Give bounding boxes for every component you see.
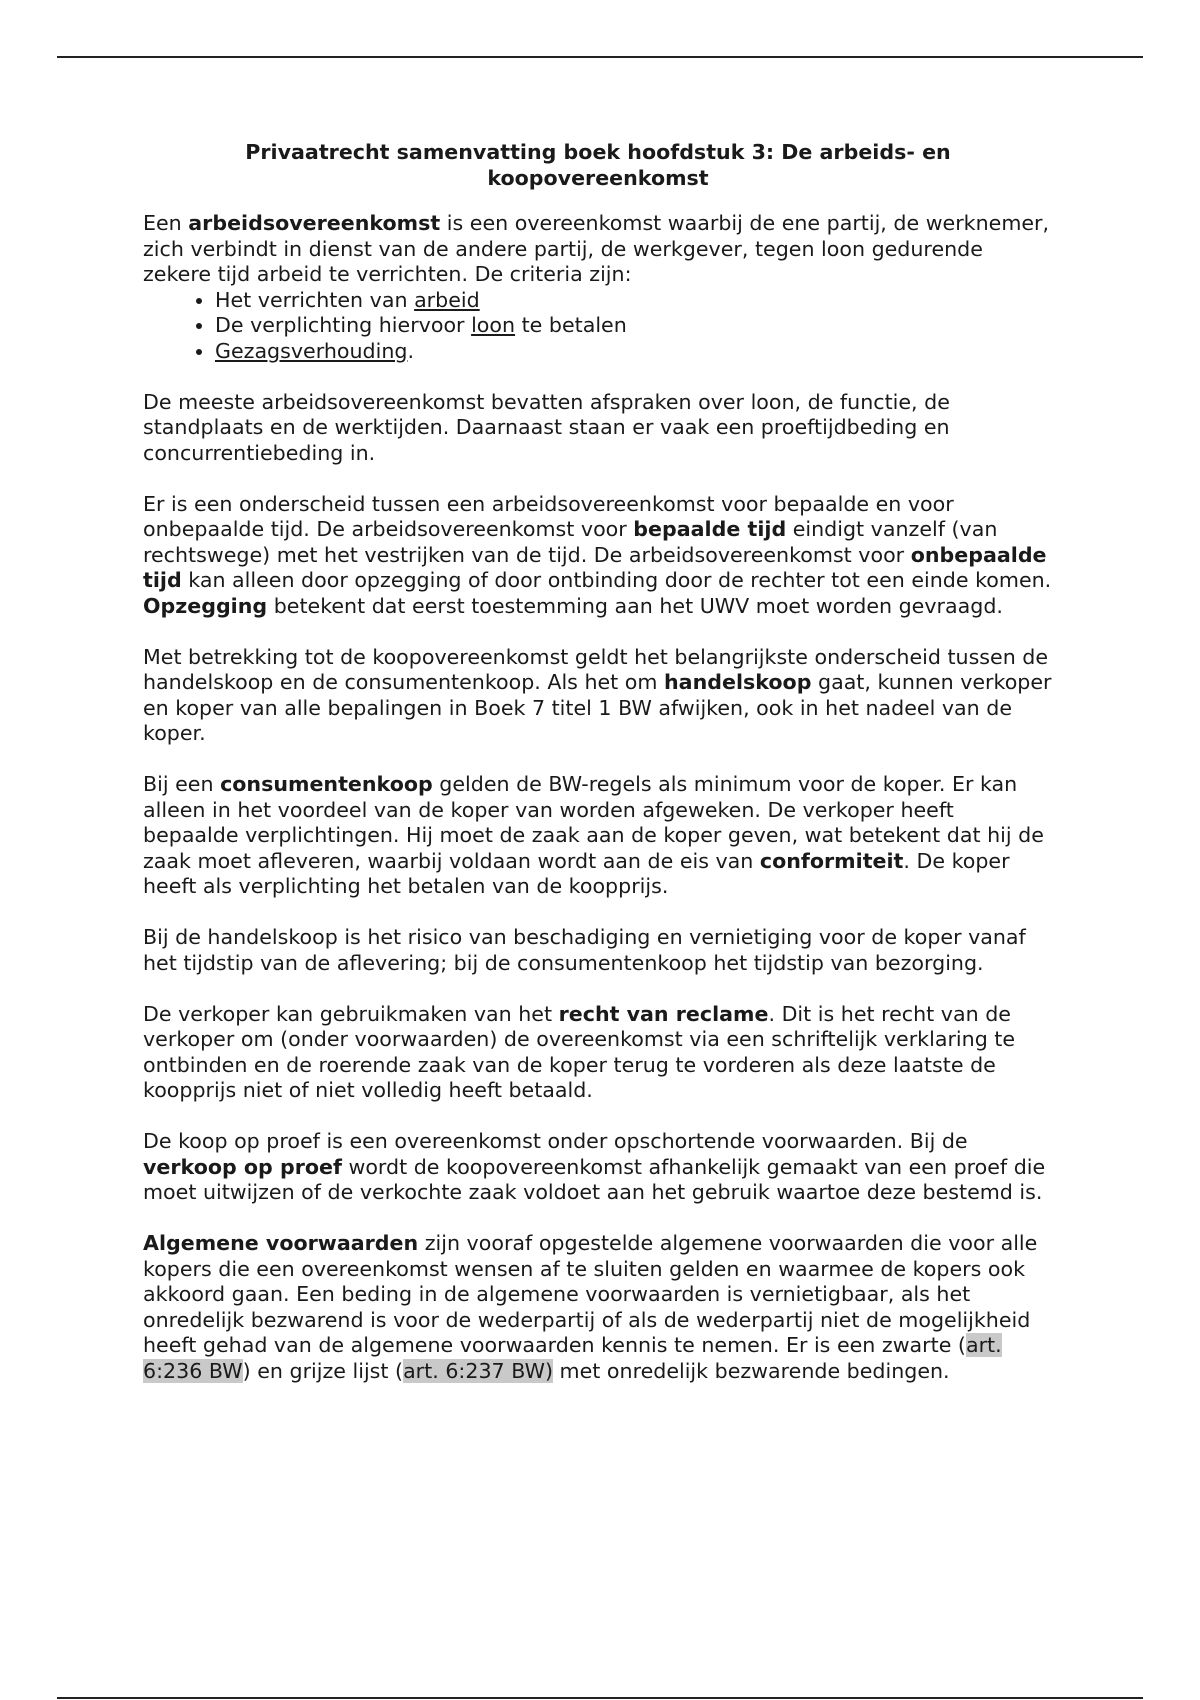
paragraph-risico: Bij de handelskoop is het risico van beschadiging en vernietiging voor de koper vanaf het tijdstip van de aflevering; bij de consumentenkoop het tijdstip van bezorging. [143,925,1026,975]
paragraph-arbeidsovereenkomst: Een arbeidsovereenkomst is een overeenkomst waarbij de ene partij, de werknemer, zich verbindt in dienst van de andere partij, de werkgever, tegen loon gedurende zekere tijd arbeid te verrichten. De criteria zijn: [143,211,1050,286]
paragraph-consumentenkoop: Bij een consumentenkoop gelden de BW-regels als minimum voor de koper. Er kan alleen in het voordeel van de koper van worden afgeweken. De verkoper heeft bepaalde verplichtingen. Hij moet de zaak aan de koper geven, wat betekent dat hij de zaak moet afleveren, waarbij voldaan wordt aan de eis van conformiteit. De koper heeft als verplichting het betalen van de koopprijs. [143,772,1044,898]
list-item: • Gezagsverhouding. [215,339,1053,365]
footer-rule [57,1697,1143,1699]
list-item: • De verplichting hiervoor loon te betalen [215,313,1053,339]
paragraph-handelskoop: Met betrekking tot de koopovereenkomst geldt het belangrijkste onderscheid tussen de handelskoop en de consumentenkoop. Als het om handelskoop gaat, kunnen verkoper en koper van alle bepalingen in Boek 7 titel 1 BW afwijken, ook in het nadeel van de koper. [143,644,1052,745]
document-title: Privaatrecht samenvatting boek hoofdstuk 3: De arbeids- en koopovereenkomst [245,140,951,190]
header-rule [57,56,1143,58]
highlight-art-6-237: art. 6:237 BW) [403,1358,554,1383]
list-item: • Het verrichten van arbeid [215,288,1053,314]
document-body [143,140,1053,1410]
highlight-art-6-236: art. 6:236 BW [143,1333,1002,1383]
criteria-list [143,288,1053,365]
paragraph-koop-op-proef: De koop op proef is een overeenkomst onder opschortende voorwaarden. Bij de verkoop op proef wordt de koopovereenkomst afhankelijk gemaakt van een proef die moet uitwijzen of de verkochte zaak voldoet aan het gebruik waartoe deze bestemd is. [143,1129,1046,1204]
paragraph-bepaalde-onbepaalde-tijd: Er is een onderscheid tussen een arbeidsovereenkomst voor bepaalde en voor onbepaalde tijd. De arbeidsovereenkomst voor bepaalde tijd eindigt vanzelf (van rechtswege) met het vestrijken van de tijd. De arbeidsovereenkomst voor onbepaalde tijd kan alleen door opzegging of door ontbinding door de rechter tot een einde komen. Opzegging betekent dat eerst toestemming aan het UWV moet worden gevraagd. [143,491,1052,618]
paragraph-algemene-voorwaarden: Algemene voorwaarden zijn vooraf opgestelde algemene voorwaarden die voor alle kopers die een overeenkomst wensen af te sluiten gelden en waarmee de kopers ook akkoord gaan. Een beding in de algemene voorwaarden is vernietigbaar, als het onredelijk bezwarend is voor de wederpartij of als de wederpartij niet de mogelijkheid heeft gehad van de algemene voorwaarden kennis te nemen. Er is een zwarte (art. 6:236 BW) en grijze lijst (art. 6:237 BW) met onredelijk bezwarende bedingen. [143,1231,1038,1383]
paragraph-recht-van-reclame: De verkoper kan gebruikmaken van het recht van reclame. Dit is het recht van de verkoper om (onder voorwaarden) de overeenkomst via een schriftelijk verklaring te ontbinden en de roerende zaak van de koper terug te vorderen als deze laatste de koopprijs niet of niet volledig heeft betaald. [143,1001,1016,1102]
paragraph-afspraken: De meeste arbeidsovereenkomst bevatten afspraken over loon, de functie, de standplaats en de werktijden. Daarnaast staan er vaak een proeftijdbeding en concurrentiebeding in. [143,389,950,465]
